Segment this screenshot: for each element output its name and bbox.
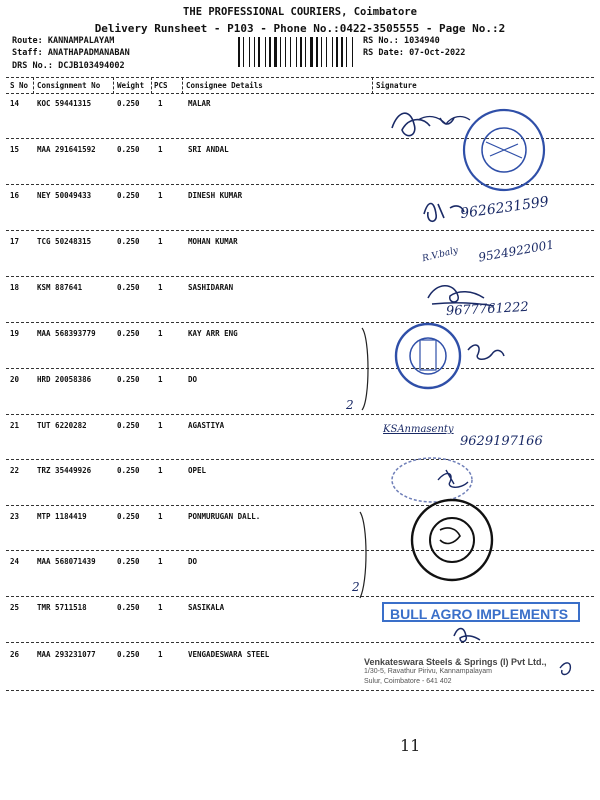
handwritten-name: R.V.baly xyxy=(421,245,460,265)
row-sno: 18 xyxy=(10,283,20,292)
row-consignment: TRZ 35449926 xyxy=(37,466,92,475)
row-consignment: NEY 50049433 xyxy=(37,191,92,200)
row-consignee: MALAR xyxy=(188,99,211,108)
round-stamp-kay-arr xyxy=(396,324,460,388)
handwritten-mark: 2 xyxy=(346,398,354,412)
signature-scribble xyxy=(392,113,454,136)
row-pcs: 1 xyxy=(158,603,163,612)
row-sno: 20 xyxy=(10,375,20,384)
row-weight: 0.250 xyxy=(117,191,140,200)
bracket-mark xyxy=(360,512,366,598)
drs-value: DCJB103494002 xyxy=(58,61,125,71)
row-sno: 26 xyxy=(10,650,20,659)
row-sno: 19 xyxy=(10,329,20,338)
row-consignment: TUT 6220282 xyxy=(37,421,87,430)
runsheet-title: THE PROFESSIONAL COURIERS, Coimbatore xyxy=(183,6,417,18)
row-weight: 0.250 xyxy=(117,466,140,475)
row-weight: 0.250 xyxy=(117,512,140,521)
row-sno: 24 xyxy=(10,557,20,566)
handwritten-mark: 2 xyxy=(352,580,360,594)
row-sno: 15 xyxy=(10,145,20,154)
row-weight: 0.250 xyxy=(117,237,140,246)
rs-date-value: 07-Oct-2022 xyxy=(409,48,466,58)
stamp-address-line: Sulur, Coimbatore - 641 402 xyxy=(364,678,452,685)
row-consignee: DO xyxy=(188,557,198,566)
row-weight: 0.250 xyxy=(117,375,140,384)
row-sno: 17 xyxy=(10,237,20,246)
row-sno: 25 xyxy=(10,603,20,612)
row-consignee: AGASTIYA xyxy=(188,421,225,430)
route-value: KANNAMPALAYAM xyxy=(47,36,115,46)
venkateswara-stamp xyxy=(364,657,564,687)
row-pcs: 1 xyxy=(158,329,163,338)
col-header-sno: S No xyxy=(10,81,29,90)
row-consignee: SASHIDARAN xyxy=(188,283,234,292)
rs-no-label: RS No.: xyxy=(363,36,399,46)
handwritten-name: KSAnmasenty xyxy=(383,424,454,435)
row-pcs: 1 xyxy=(158,557,163,566)
row-sno: 23 xyxy=(10,512,20,521)
row-sno: 22 xyxy=(10,466,20,475)
row-consignment: MAA 291641592 xyxy=(37,145,96,154)
row-consignment: KOC 59441315 xyxy=(37,99,92,108)
row-pcs: 1 xyxy=(158,145,163,154)
row-weight: 0.250 xyxy=(117,329,140,338)
bull-agro-stamp: BULL AGRO IMPLEMENTS xyxy=(382,602,580,622)
col-header-consignee: Consignee Details xyxy=(186,81,263,90)
row-pcs: 1 xyxy=(158,512,163,521)
row-pcs: 1 xyxy=(158,283,163,292)
row-consignee: DO xyxy=(188,375,198,384)
row-consignee: MOHAN KUMAR xyxy=(188,237,238,246)
stamp-company-name: Venkateswara Steels & Springs (I) Pvt Ltd., xyxy=(364,657,547,667)
rs-no-value: 1034940 xyxy=(403,36,440,46)
oval-stamp-opel xyxy=(392,458,472,502)
row-consignee: VENGADESWARA STEEL xyxy=(188,650,270,659)
row-pcs: 1 xyxy=(158,99,163,108)
staff-value: ANATHAPADMANABAN xyxy=(47,48,130,58)
row-pcs: 1 xyxy=(158,466,163,475)
row-pcs: 1 xyxy=(158,237,163,246)
row-weight: 0.250 xyxy=(117,145,140,154)
bracket-mark xyxy=(362,328,368,410)
row-consignee: OPEL xyxy=(188,466,207,475)
row-sno: 21 xyxy=(10,421,20,430)
staff-label: Staff: xyxy=(12,48,43,58)
route-label: Route: xyxy=(12,36,43,46)
row-pcs: 1 xyxy=(158,421,163,430)
row-consignment: MAA 568393779 xyxy=(37,329,96,338)
handwritten-phone: 9677761222 xyxy=(445,299,530,320)
row-weight: 0.250 xyxy=(117,603,140,612)
row-sno: 16 xyxy=(10,191,20,200)
row-weight: 0.250 xyxy=(117,421,140,430)
row-consignment: HRD 20058386 xyxy=(37,375,92,384)
row-pcs: 1 xyxy=(158,650,163,659)
bottom-handwritten-mark: 11 xyxy=(400,736,421,755)
round-stamp-ponmurugan xyxy=(412,500,492,580)
row-consignment: MAA 568071439 xyxy=(37,557,96,566)
signature-scribble xyxy=(468,345,504,359)
signature-scribble xyxy=(424,204,464,222)
col-header-consignment: Consignment No xyxy=(37,81,101,90)
row-consignee: PONMURUGAN DALL. xyxy=(188,512,261,521)
signature-scribble xyxy=(438,470,468,487)
rs-date-label: RS Date: xyxy=(363,48,404,58)
col-header-weight: Weight xyxy=(117,81,145,90)
col-header-signature: Signature xyxy=(376,81,417,90)
handwritten-phone: 9524922001 xyxy=(477,237,555,265)
row-weight: 0.250 xyxy=(117,557,140,566)
handwritten-phone: 9626231599 xyxy=(459,193,550,223)
signature-scribble xyxy=(454,629,480,642)
row-pcs: 1 xyxy=(158,375,163,384)
row-consignee: SASIKALA xyxy=(188,603,225,612)
stamp-address-line: 1/30-5, Ravathur Pirivu, Kannampalayam xyxy=(364,668,493,675)
row-consignment: KSM 887641 xyxy=(37,283,83,292)
round-stamp-sri-andal xyxy=(464,110,544,190)
row-consignee: SRI ANDAL xyxy=(188,145,229,154)
row-consignment: MTP 1184419 xyxy=(37,512,87,521)
row-consignment: MAA 293231077 xyxy=(37,650,96,659)
col-header-pcs: PCS xyxy=(154,81,168,90)
row-weight: 0.250 xyxy=(117,650,140,659)
handwritten-phone: 9629197166 xyxy=(460,434,543,449)
row-consignment: TCG 50248315 xyxy=(37,237,92,246)
row-pcs: 1 xyxy=(158,191,163,200)
row-consignee: KAY ARR ENG xyxy=(188,329,238,338)
row-consignee: DINESH KUMAR xyxy=(188,191,243,200)
row-weight: 0.250 xyxy=(117,99,140,108)
row-weight: 0.250 xyxy=(117,283,140,292)
drs-label: DRS No.: xyxy=(12,61,53,71)
row-consignment: TMR 5711518 xyxy=(37,603,87,612)
runsheet-subtitle: Delivery Runsheet - P103 - Phone No.:0422-3505555 - Page No.:2 xyxy=(94,22,506,35)
row-sno: 14 xyxy=(10,99,20,108)
